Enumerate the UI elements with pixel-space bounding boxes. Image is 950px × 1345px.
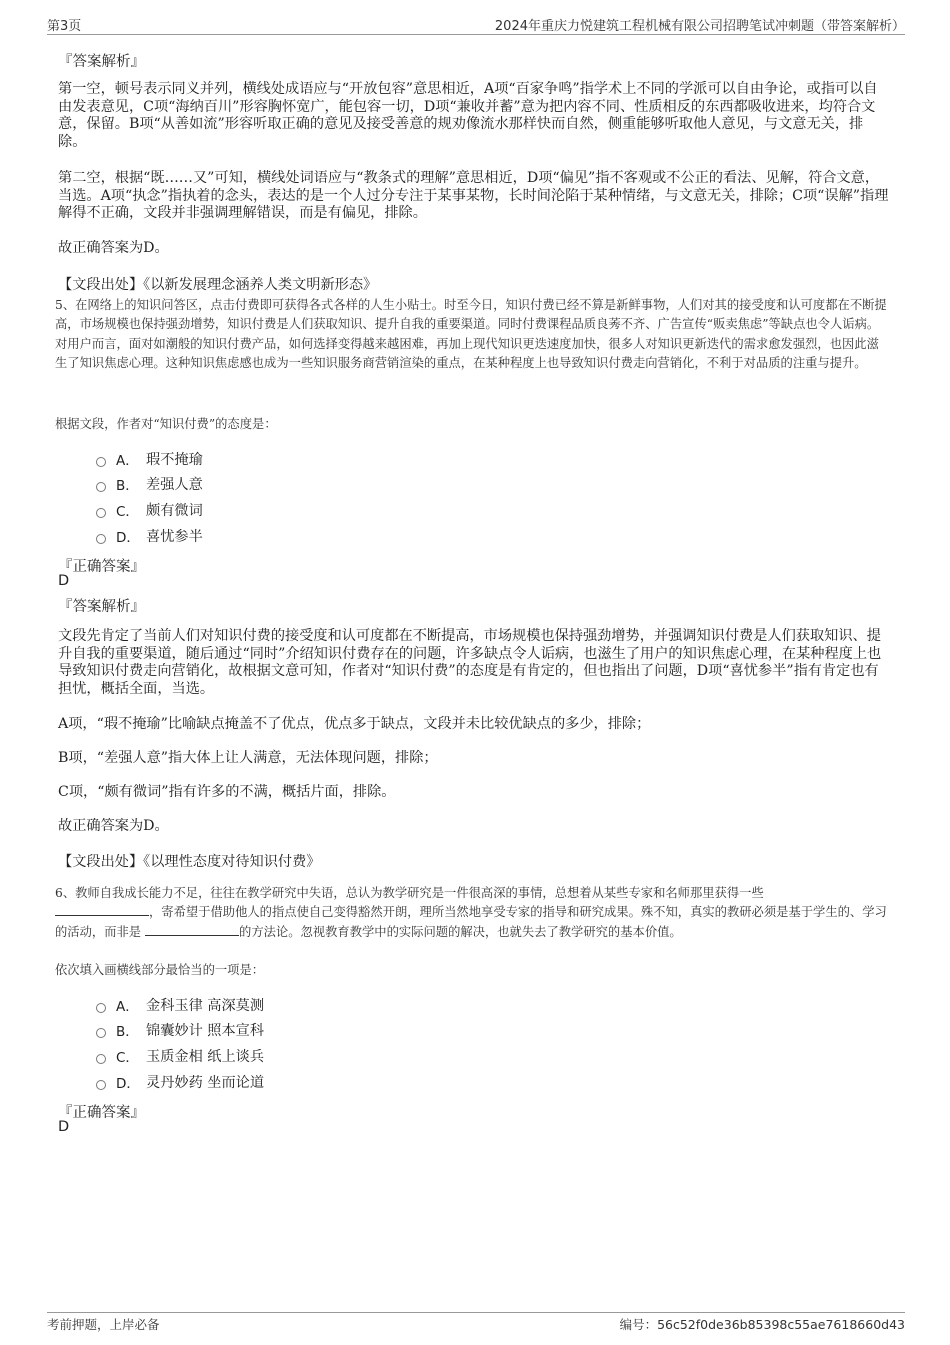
radio-icon[interactable] [96, 1054, 106, 1064]
q6-option-c[interactable]: C． 玉质金相 纸上谈兵 [96, 1046, 264, 1066]
q5-analysis: 文段先肯定了当前人们对知识付费的接受度和认可度都在不断提高，市场规模也保持强劲增势，并强调知识付费是人们获取知识、提升自我的重要渠道，随后通过“同时”介绍知识付费存在的问题，许多缺点令人诟病，也滋生了用户的知识焦虑心理，在某种程度上也导致知识付费走向营销化，故根据文意可知，作者对“知识付费”的态度是有肯定的，但也指出了问题，D项“喜忧参半”指有肯定也有担忧，概括全面，当选。 [58, 628, 882, 697]
radio-icon[interactable] [96, 508, 106, 518]
q6-prompt: 依次填入画横线部分最恰当的一项是： [55, 963, 265, 977]
q6-option-d[interactable]: D． 灵丹妙药 坐而论道 [96, 1072, 264, 1092]
q6-answer-label: 『正确答案』 [58, 1105, 145, 1121]
q5-source: 【文段出处】《以理性态度对待知识付费》 [58, 854, 321, 870]
q5-answer-label: 『正确答案』 [58, 559, 145, 575]
q4-analysis-para2: 第二空，根据“既……又”可知，横线处词语应与“教条式的理解”意思相近，D项“偏见”指不客观或不公正的看法、见解，符合文意，当选。A项“执念”指执着的念头，表达的是一个人过分专注于某事某物，长时间沦陷于某种情绪，与文意无关，排除；C项“误解”指理解得不正确，文段并非强调理解错误，而是有偏见，排除。 [58, 170, 889, 221]
q4-source: 【文段出处】《以新发展理念涵养人类文明新形态》 [58, 277, 378, 293]
q6-answer: D [58, 1119, 70, 1135]
radio-icon[interactable] [96, 534, 106, 544]
page-header [47, 14, 905, 35]
q5-conclusion: 故正确答案为D。 [58, 818, 169, 834]
page-number: 第3页 [47, 19, 82, 34]
q5-analysis-label: 『答案解析』 [58, 599, 145, 615]
page-footer [47, 1312, 905, 1332]
fill-blank-2[interactable] [145, 923, 239, 936]
q5-stem: 5、在网络上的知识问答区，点击付费即可获得各式各样的人生小贴士。时至今日，知识付费已经不算是新鲜事物，人们对其的接受度和认可度都在不断提高，市场规模也保持强劲增势，知识付费是人们获取知识、提升自我的重要渠道。同时付费课程品质良莠不齐、广告宣传“贩卖焦虑”等缺点也令人诟病。对用户而言，面对如潮般的知识付费产品，如何选择变得越来越困难，再加上现代知识更迭速度加快，很多人对知识更新迭代的需求愈发强烈，也因此滋生了知识焦虑心理。这种知识焦虑感也成为一些知识服务商营销渲染的重点，在某种程度上也导致知识付费走向营销化，不利于对品质的注重与提升。 [55, 298, 887, 371]
q5-option-b[interactable]: B． 差强人意 [96, 474, 203, 494]
q4-analysis-label: 『答案解析』 [58, 54, 145, 70]
radio-icon[interactable] [96, 1028, 106, 1038]
q5-note-c: C项，“颇有微词”指有许多的不满，概括片面，排除。 [58, 784, 396, 800]
q6-option-b[interactable]: B． 锦囊妙计 照本宣科 [96, 1020, 264, 1040]
footer-slogan: 考前押题，上岸必备 [47, 1317, 160, 1332]
radio-icon[interactable] [96, 457, 106, 467]
radio-icon[interactable] [96, 1080, 106, 1090]
q4-analysis-para1: 第一空，顿号表示同义并列，横线处成语应与“开放包容”意思相近，A项“百家争鸣”指学术上不同的学派可以自由争论，或指可以自由发表意见，C项“海纳百川”形容胸怀宽广，能包容一切，D项“兼收并蓄”意为把内容不同、性质相反的东西都吸收进来，均符合文意，保留。B项“从善如流”形容听取正确的意见及接受善意的规劝像流水那样快而自然，侧重能够听取他人意见，与文意无关，排除。 [58, 81, 878, 150]
radio-icon[interactable] [96, 1003, 106, 1013]
document-id: 编号：56c52f0de36b85398c55ae7618660d43 [619, 1317, 905, 1332]
q5-answer: D [58, 573, 70, 589]
q5-note-b: B项，“差强人意”指大体上让人满意，无法体现问题，排除； [58, 750, 438, 766]
radio-icon[interactable] [96, 482, 106, 492]
q5-option-d[interactable]: D． 喜忧参半 [96, 526, 203, 546]
q5-prompt: 根据文段，作者对“知识付费”的态度是： [55, 417, 277, 431]
fill-blank-1[interactable] [55, 903, 149, 916]
q5-option-a[interactable]: A． 瑕不掩瑜 [96, 449, 203, 469]
q6-option-a[interactable]: A． 金科玉律 高深莫测 [96, 995, 264, 1015]
q4-conclusion: 故正确答案为D。 [58, 240, 169, 256]
q5-note-a: A项，“瑕不掩瑜”比喻缺点掩盖不了优点，优点多于缺点，文段并未比较优缺点的多少，排除； [58, 716, 651, 732]
q5-option-c[interactable]: C． 颇有微词 [96, 500, 203, 520]
q6-stem: 6、教师自我成长能力不足，往往在教学研究中失语，总认为教学研究是一件很高深的事情，总想着从某些专家和名师那里获得一些 ，寄希望于借助他人的指点使自己变得豁然开朗，理所当然地享受专家的指导和研究成果。殊不知，真实的教研必须是基于学生的、学习的活动，而非是 的方法论。忽视教育教学中的实际问题的解决，也就失去了教学研究的基本价值。 [55, 886, 887, 939]
document-title: 2024年重庆力悦建筑工程机械有限公司招聘笔试冲刺题（带答案解析） [494, 19, 905, 34]
